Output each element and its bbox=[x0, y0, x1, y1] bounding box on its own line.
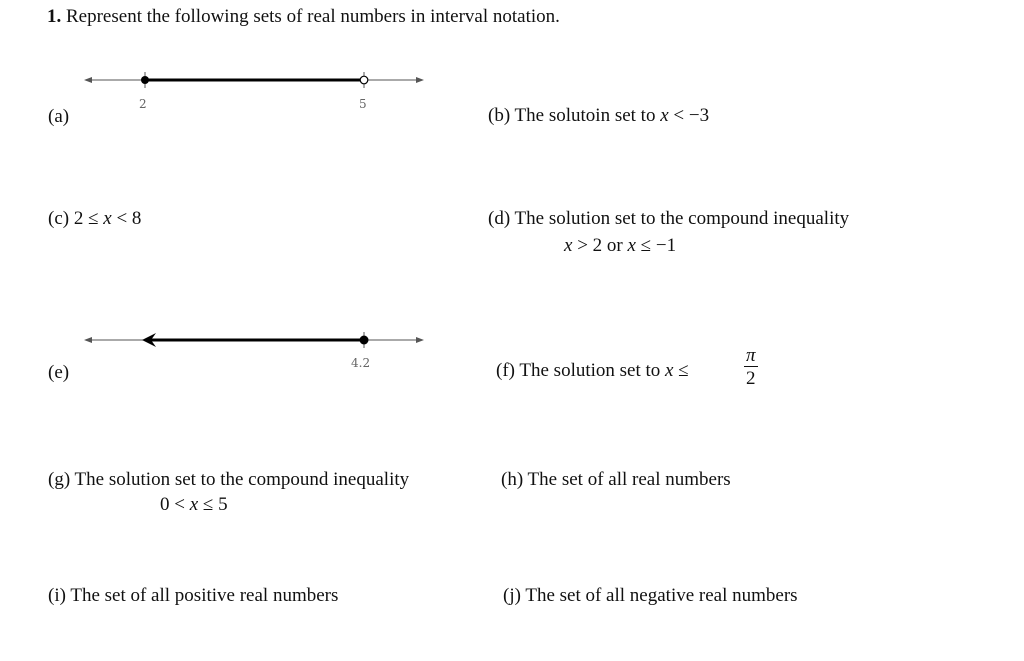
fraction-denominator: 2 bbox=[746, 368, 756, 389]
heading-number: 1. bbox=[47, 6, 62, 27]
closed-endpoint-4-2 bbox=[360, 336, 369, 345]
variable-x: x bbox=[564, 235, 573, 256]
fraction-numerator: π bbox=[746, 345, 756, 366]
problem-i-label: (i) The set of all positive real numbers bbox=[48, 585, 339, 606]
closed-endpoint-2 bbox=[141, 76, 149, 84]
fraction-bar bbox=[744, 366, 758, 367]
variable-x: x bbox=[103, 208, 112, 229]
problem-d-label: (d) The solution set to the compound inequality bbox=[488, 208, 850, 229]
problem-g-inequality: 0 < x ≤ 5 bbox=[160, 494, 228, 515]
heading bbox=[47, 6, 560, 28]
problem-b-text: (b) The solutoin set to bbox=[488, 105, 661, 126]
number-line-e bbox=[84, 328, 424, 352]
problem-b-inequality: < −3 bbox=[668, 105, 710, 126]
problem-c bbox=[48, 208, 141, 230]
problem-h-label: (h) The set of all real numbers bbox=[501, 469, 731, 490]
problem-e-label: (e) bbox=[48, 362, 70, 383]
variable-x: x bbox=[660, 105, 669, 126]
variable-x: x bbox=[189, 494, 199, 515]
problem-d-inequality: x > 2 or x ≤ −1 bbox=[564, 235, 677, 256]
heading-text: Represent the following sets of real numbers in interval notation. bbox=[61, 6, 560, 27]
open-endpoint-5 bbox=[360, 76, 368, 84]
problem-f bbox=[496, 360, 689, 382]
tick-label-5: 5 bbox=[359, 97, 367, 111]
problem-b bbox=[488, 105, 709, 127]
problem-c-inequality: < 8 bbox=[111, 208, 142, 229]
problem-a-label: (a) bbox=[48, 106, 70, 127]
problem-f-relation: ≤ bbox=[673, 360, 689, 381]
problem-c-text: (c) 2 ≤ bbox=[48, 208, 104, 229]
variable-x: x bbox=[665, 360, 674, 381]
tick-label-4-2: 4.2 bbox=[351, 356, 371, 370]
number-line-a bbox=[84, 68, 424, 92]
problem-j-label: (j) The set of all negative real numbers bbox=[503, 585, 798, 606]
variable-x: x bbox=[627, 235, 636, 256]
tick-label-2: 2 bbox=[139, 97, 147, 111]
fraction-pi-over-2 bbox=[744, 346, 758, 388]
problem-f-text: (f) The solution set to bbox=[496, 360, 666, 381]
problem-g-label: (g) The solution set to the compound inequality bbox=[48, 469, 410, 490]
